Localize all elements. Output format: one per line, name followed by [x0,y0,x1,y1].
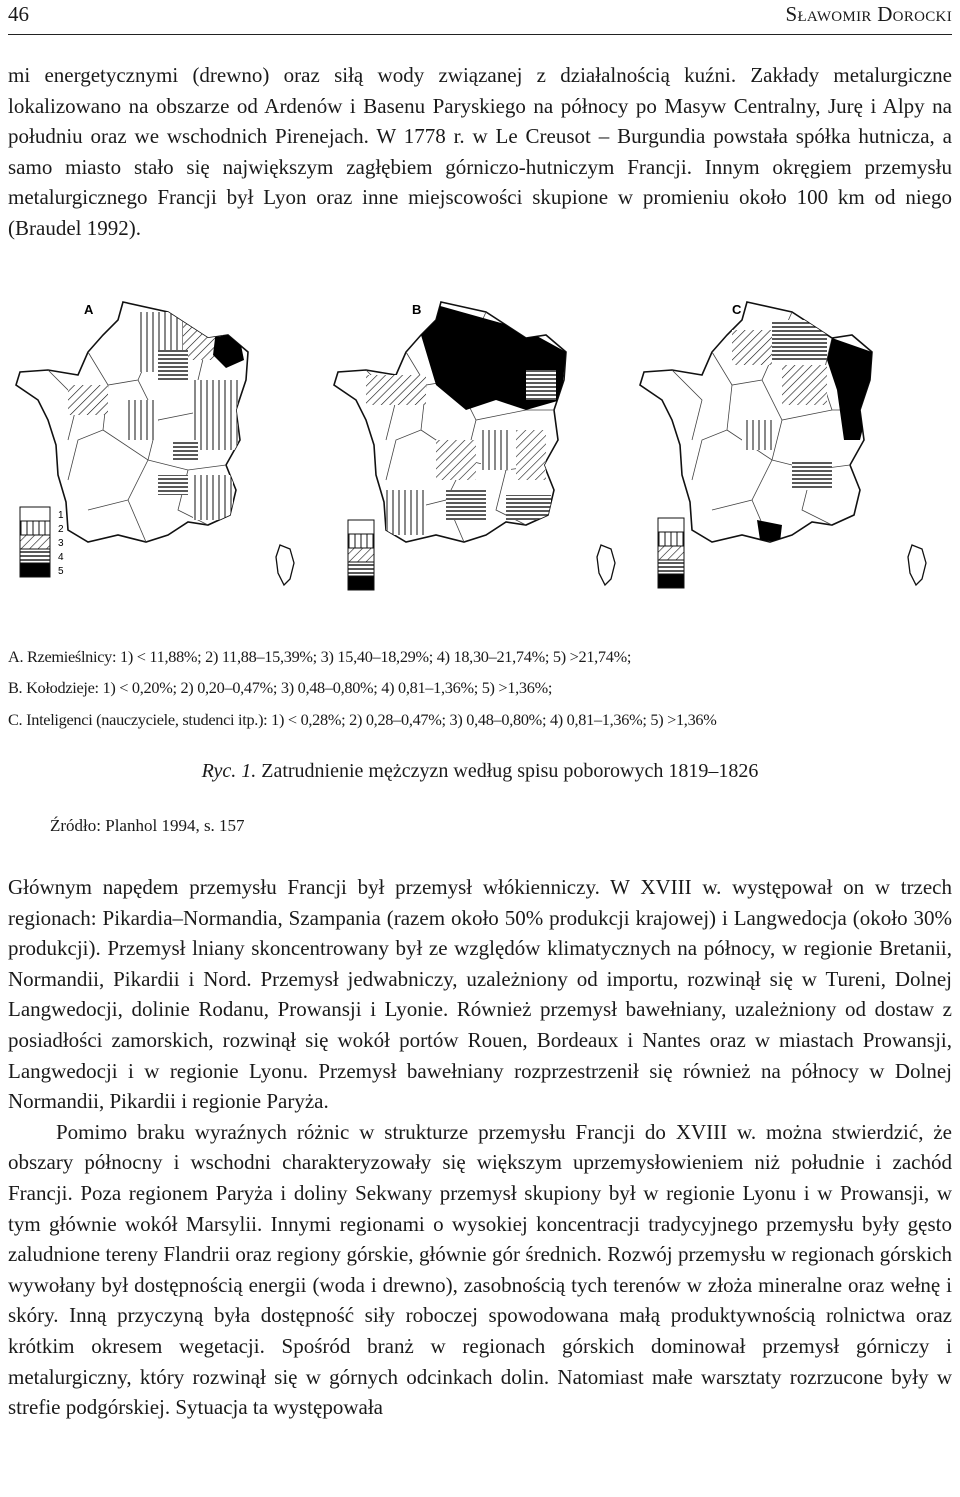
maps-figure [8,282,952,612]
body-text [8,872,952,1423]
legend-c [658,518,684,588]
legend-a-num-1: 1 [58,510,64,521]
figure-caption-text: Zatrudnienie mężczyzn według spisu poborowych 1819–1826 [261,760,759,782]
running-head-author: Sławomir Dorocki [785,2,952,26]
figure-maps [8,282,952,612]
figure-source: Źródło: Planhol 1994, s. 157 [50,816,245,835]
legend-a-num-3: 3 [58,538,64,549]
legend-line-b: B. Kołodzieje: 1) < 0,20%; 2) 0,20–0,47%; 3) 0,48–0,80%; 4) 0,81–1,36%; 5) >1,36%; [8,678,553,697]
page-number: 46 [8,2,29,26]
page-header [8,0,952,35]
legend-line-c: C. Inteligenci (nauczyciele, studenci itp.): 1) < 0,28%; 2) 0,28–0,47%; 3) 0,48–0,80%; 4) 0,81–1,36%; 5) >1,36% [8,710,717,729]
paragraph-1: Głównym napędem przemysłu Francji był przemysł włókienniczy. W XVIII w. występował on w trzech regionach: Pikardia–Normandia, Szampania (razem około 50% produkcji krajowej) i Langwedocja (około 30% produkcji). Przemysł lniany skoncentrowany był ze względów klimatycznych na północy, w regionie Bretanii, Normandii, Pikardii i Nord. Przemysł jedwabniczy, uzależniony od importu, rozwinął się w Tureni, Dolnej Langwedocji, dolinie Rodanu, Prowansji i Lyonie. Również przemysł bawełniany, uzależniony od dostaw z posiadłości zamorskich, rozwinął się wokół portów Rouen, Bordeaux i Nantes oraz w miastach Prowansji, Langwedocji i w regionie Lyonu. Przemysł bawełniany rozprzestrzenił się również na północy w Dolnej Normandii, Pikardii i regionie Paryża. [8,875,952,1114]
figure-caption-number: Ryc. 1. [201,760,257,782]
legend-a-num-2: 2 [58,524,64,535]
legend-line-a: A. Rzemieślnicy: 1) < 11,88%; 2) 11,88–15,39%; 3) 15,40–18,29%; 4) 18,30–21,74%; 5) >21,74%; [8,647,632,666]
paragraph-top-text: mi energetycznymi (drewno) oraz siłą wody związanej z działalnością kuźni. Zakłady metalurgiczne lokalizowano na obszarze od Ardenów i Basenu Paryskiego na północy po Masyw Centralny, Jurę i Alpy na południu oraz we wschodnich Pirenejach. W 1778 r. w Le Creusot – Burgundia powstała spółka hutnicza, a samo miasto stało się największym zagłębiem górniczo-hutniczym Francji. Innym okręgiem przemysłu metalurgicznego Francji był Lyon oraz inne miejscowości skupione w promieniu około 100 km od niego (Braudel 1992). [8,63,952,240]
legend-a [20,507,64,577]
legend-a-num-5: 5 [58,566,64,577]
legend-b [348,520,374,590]
figure-caption [0,760,960,783]
map-a-label: A [84,302,94,317]
map-b [334,302,615,585]
map-b-label: B [412,302,422,317]
paragraph-2: Pomimo braku wyraźnych różnic w strukturze przemysłu Francji do XVIII w. można stwierdzić, że obszary północny i wschodni charakteryzowały się większym uprzemysłowieniem niż południe i zachód Francji. Poza regionem Paryża i doliny Sekwany przemysł skupiony był w regionie Lyonu i w Prowansji, w tym głównie wokół Marsylii. Innymi regionami o wysokiej koncentracji tradycyjnego przemysłu były gęsto zaludnione tereny Flandrii oraz regiony górskie, głównie gór średnich. Rozwój przemysłu w regionach górskich wywołany był dostępnością energii (woda i drewno), zasobnością tych terenów w złoża mineralne oraz wełnę i skóry. Inną przyczyną była dostępność siły roboczej spowodowana małą produktywnością rolnictwa oraz krótkim okresem wegetacji. Spośród branż w regionach górskich dominował przemysł górniczy i metalurgiczny, który rozwinął się w górnych odcinkach dolin. Natomiast małe warsztaty rozrzucone były w strefie podgórskiej. Sytuacja ta występowała [8,1119,952,1420]
map-c-label: C [732,302,742,317]
legend-a-num-4: 4 [58,552,64,563]
paragraph-top [8,60,952,244]
